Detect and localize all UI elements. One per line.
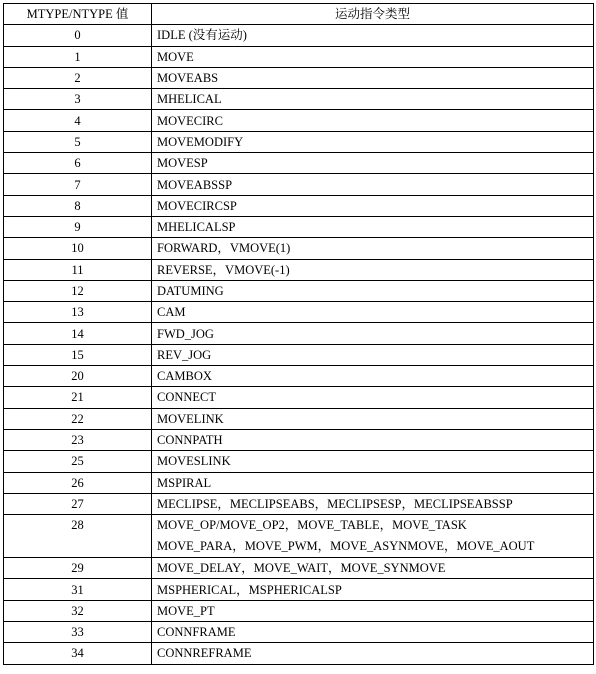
mtype-value-cell: 11: [4, 259, 152, 280]
motion-command-text: MECLIPSE，MECLIPSEABS，MECLIPSESP，MECLIPSEABSSP: [157, 496, 513, 511]
mtype-value-cell: 34: [4, 643, 152, 664]
header-motion-type: 运动指令类型: [152, 4, 594, 25]
motion-command-text: CONNREFRAME: [157, 646, 252, 661]
motion-command-cell: [152, 515, 594, 558]
table-body: [4, 25, 594, 664]
header-row: [4, 4, 594, 25]
motion-command-cell: [152, 259, 594, 280]
table-row: [4, 216, 594, 237]
mtype-value-cell: 33: [4, 622, 152, 643]
mtype-value-cell: 32: [4, 600, 152, 621]
mtype-value-cell: 23: [4, 429, 152, 450]
mtype-value-cell: 8: [4, 195, 152, 216]
motion-command-text: MSPHERICAL，MSPHERICALSP: [157, 582, 342, 597]
mtype-value-cell: 1: [4, 46, 152, 67]
motion-command-cell: [152, 387, 594, 408]
motion-command-text: MOVE_DELAY，MOVE_WAIT，MOVE_SYNMOVE: [157, 561, 446, 576]
motion-command-cell: [152, 344, 594, 365]
mtype-table: [3, 3, 594, 665]
motion-command-cell: [152, 622, 594, 643]
motion-command-text: MOVE_PT: [157, 603, 215, 618]
table-row: [4, 174, 594, 195]
mtype-value-cell: 4: [4, 110, 152, 131]
motion-command-text: MOVE_PARA，MOVE_PWM，MOVE_ASYNMOVE，MOVE_AOUT: [157, 539, 535, 554]
table-row: [4, 25, 594, 46]
motion-command-text: IDLE (没有运动): [157, 28, 247, 43]
table-row: [4, 451, 594, 472]
motion-command-text: CONNECT: [157, 390, 217, 405]
motion-command-cell: [152, 89, 594, 110]
table-row: [4, 558, 594, 579]
table-row: [4, 408, 594, 429]
table-row: [4, 515, 594, 558]
motion-command-cell: [152, 451, 594, 472]
mtype-value-cell: 2: [4, 67, 152, 88]
table-row: [4, 493, 594, 514]
motion-command-text: MOVEMODIFY: [157, 134, 244, 149]
motion-command-text: REVERSE，VMOVE(-1): [157, 262, 290, 277]
motion-command-text: MOVEABSSP: [157, 177, 233, 192]
motion-command-cell: [152, 302, 594, 323]
table-row: [4, 344, 594, 365]
table-row: [4, 387, 594, 408]
table-row: [4, 153, 594, 174]
mtype-value-cell: 26: [4, 472, 152, 493]
motion-command-text: MHELICALSP: [157, 220, 236, 235]
motion-command-cell: [152, 238, 594, 259]
motion-command-text: MOVESP: [157, 156, 208, 171]
motion-command-text: FWD_JOG: [157, 326, 214, 341]
mtype-value-cell: 9: [4, 216, 152, 237]
table-row: [4, 110, 594, 131]
mtype-value-cell: 15: [4, 344, 152, 365]
mtype-value-cell: 14: [4, 323, 152, 344]
motion-command-cell: [152, 429, 594, 450]
mtype-value-cell: 12: [4, 280, 152, 301]
motion-command-cell: [152, 46, 594, 67]
table-row: [4, 472, 594, 493]
motion-command-cell: [152, 174, 594, 195]
table-row: [4, 280, 594, 301]
motion-command-text: REV_JOG: [157, 347, 212, 362]
motion-command-cell: [152, 408, 594, 429]
motion-command-cell: [152, 153, 594, 174]
table-row: [4, 429, 594, 450]
table-row: [4, 366, 594, 387]
motion-command-cell: [152, 493, 594, 514]
motion-command-cell: [152, 131, 594, 152]
mtype-value-cell: 21: [4, 387, 152, 408]
mtype-value-cell: 27: [4, 493, 152, 514]
table-row: [4, 259, 594, 280]
motion-command-text: FORWARD，VMOVE(1): [157, 241, 291, 256]
motion-command-cell: [152, 643, 594, 664]
motion-command-text: MOVE: [157, 49, 194, 64]
motion-command-text: MOVE_OP/MOVE_OP2，MOVE_TABLE，MOVE_TASK: [157, 518, 467, 533]
mtype-value-cell: 0: [4, 25, 152, 46]
table-row: [4, 46, 594, 67]
motion-command-text: MHELICAL: [157, 92, 222, 107]
mtype-value-cell: 28: [4, 515, 152, 558]
motion-command-cell: [152, 67, 594, 88]
motion-command-cell: [152, 600, 594, 621]
motion-command-text: CAM: [157, 305, 186, 320]
mtype-value-cell: 22: [4, 408, 152, 429]
mtype-value-cell: 7: [4, 174, 152, 195]
table-row: [4, 600, 594, 621]
motion-command-text: MSPIRAL: [157, 475, 212, 490]
table-row: [4, 238, 594, 259]
motion-command-cell: [152, 216, 594, 237]
table-row: [4, 579, 594, 600]
motion-command-text: CONNFRAME: [157, 625, 236, 640]
motion-command-cell: [152, 558, 594, 579]
motion-command-cell: [152, 110, 594, 131]
table-row: [4, 302, 594, 323]
motion-command-cell: [152, 323, 594, 344]
motion-command-cell: [152, 25, 594, 46]
mtype-value-cell: 10: [4, 238, 152, 259]
motion-command-text: MOVESLINK: [157, 454, 231, 469]
table-row: [4, 622, 594, 643]
table-row: [4, 67, 594, 88]
table-row: [4, 89, 594, 110]
motion-command-text: MOVECIRCSP: [157, 198, 237, 213]
motion-command-cell: [152, 366, 594, 387]
table-row: [4, 323, 594, 344]
motion-command-text: CAMBOX: [157, 369, 212, 384]
table-row: [4, 131, 594, 152]
table-row: [4, 195, 594, 216]
header-mtype-value: MTYPE/NTYPE 值: [4, 4, 152, 25]
mtype-value-cell: 3: [4, 89, 152, 110]
mtype-value-cell: 29: [4, 558, 152, 579]
mtype-value-cell: 25: [4, 451, 152, 472]
mtype-value-cell: 5: [4, 131, 152, 152]
motion-command-cell: [152, 579, 594, 600]
table-row: [4, 643, 594, 664]
mtype-value-cell: 31: [4, 579, 152, 600]
motion-command-text: MOVELINK: [157, 411, 224, 426]
mtype-value-cell: 13: [4, 302, 152, 323]
motion-command-cell: [152, 195, 594, 216]
mtype-value-cell: 6: [4, 153, 152, 174]
motion-command-cell: [152, 472, 594, 493]
mtype-value-cell: 20: [4, 366, 152, 387]
motion-command-text: DATUMING: [157, 284, 224, 298]
motion-command-cell: [152, 280, 594, 301]
motion-command-text: MOVECIRC: [157, 113, 223, 128]
motion-command-text: CONNPATH: [157, 433, 223, 448]
motion-command-text: MOVEABS: [157, 71, 219, 86]
